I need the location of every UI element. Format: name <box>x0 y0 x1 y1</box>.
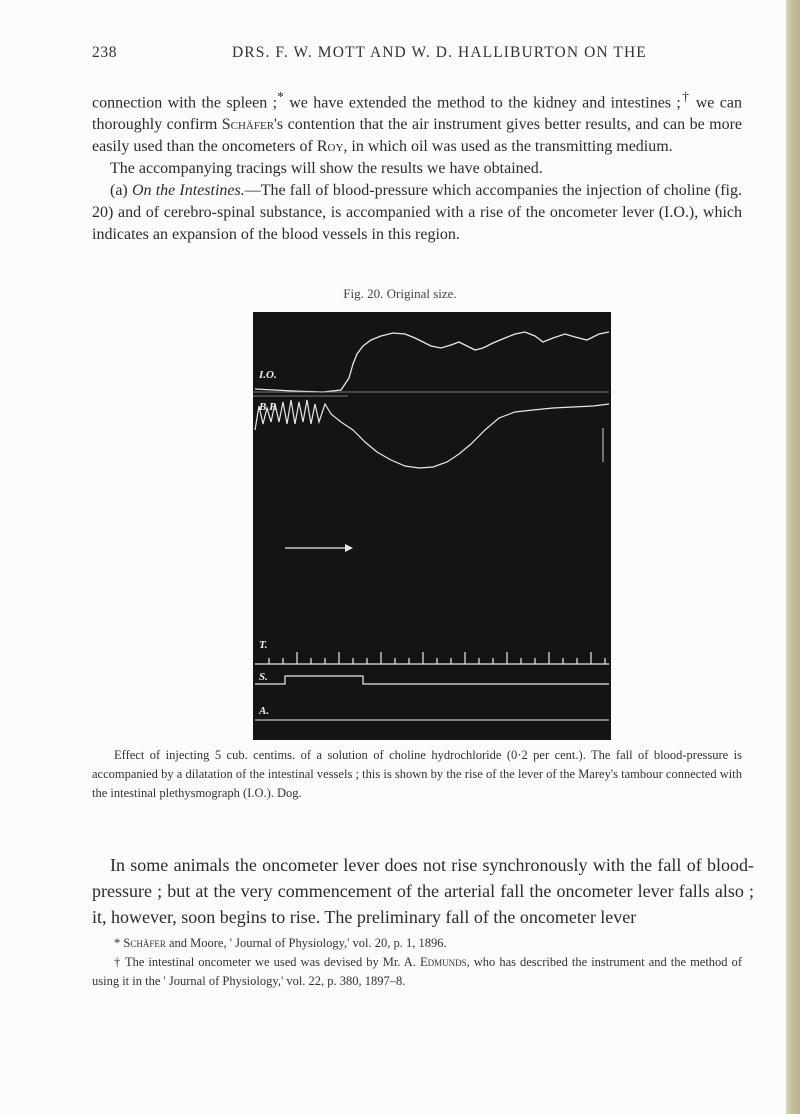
footnote-1-mark: * <box>114 936 121 950</box>
label-bp: B.P. <box>259 401 278 413</box>
main-text <box>92 852 754 930</box>
label-s: S. <box>259 671 268 683</box>
figure-caption: Effect of injecting 5 cub. centims. of a solution of choline hydrochloride (0·2 per cent.). The fall of blood-pressure is accompanied by a dilatation of the intestinal vessels ; this is shown by the rise of the lever of the Marey's tambour connected with the intestinal plethysmograph (I.O.). Dog. <box>92 748 742 800</box>
p1-part-a: connection with the spleen ; <box>92 94 278 112</box>
footnote-2-text-a: The intestinal oncometer we used was devised by Mr. A. <box>121 955 420 969</box>
footnote-2 <box>92 953 742 991</box>
kymograph-figure <box>253 312 611 740</box>
p1-part-d: 's contention that the air instrument gives better results, and can be more easily used than the oncometers of <box>92 116 743 156</box>
page-number: 238 <box>92 44 118 61</box>
figure-label: Fig. 20. Original size. <box>343 286 457 301</box>
footnote-2-author: Edmunds <box>419 955 467 969</box>
main-paragraph: In some animals the oncometer lever does not rise synchronously with the fall of blood-pressure ; but at the very commencement of the arterial fall the oncometer lever falls also ; it, however, soon begins to rise. The preliminary fall of the oncometer lever <box>92 855 754 927</box>
book-edge <box>786 0 800 1114</box>
running-head: DRS. F. W. MOTT AND W. D. HALLIBURTON ON THE <box>232 44 647 61</box>
p1-part-b: we have extended the method to the kidney and intestines ; <box>283 94 681 112</box>
author-name-roy: Roy <box>316 138 344 156</box>
p1-part-e: , in which oil was used as the transmitting medium. <box>343 138 673 156</box>
label-io: I.O. <box>259 369 277 381</box>
paragraph-2: The accompanying tracings will show the results we have obtained. <box>110 160 543 178</box>
footnote-2-mark: † <box>114 955 122 969</box>
label-t: T. <box>259 639 268 651</box>
section-heading: On the Intestines. <box>131 182 245 200</box>
footnote-mark-dagger: † <box>680 89 691 104</box>
footnote-2-text-b: , who has described the instrument and the method of using it in the ' Journal of Physiology,' vol. 22, p. 380, 1897–8. <box>92 955 742 988</box>
author-name-schafer: Schäfer <box>221 116 275 134</box>
paragraph-3 <box>92 180 742 246</box>
footnote-1 <box>92 934 742 953</box>
intro-text <box>92 86 742 246</box>
p1-part-c: we can thoroughly confirm <box>92 94 743 134</box>
section-label: (a) <box>110 182 128 200</box>
label-a: A. <box>259 705 270 717</box>
footnote-mark-star: * <box>277 89 284 104</box>
kymograph-tracing <box>253 312 611 740</box>
footnote-1-text: and Moore, ' Journal of Physiology,' vol. 20, p. 1, 1896. <box>165 936 447 950</box>
footnotes <box>92 934 742 991</box>
paragraph-1 <box>92 86 742 158</box>
footnote-1-author: Schäfer <box>123 936 166 950</box>
p3-rest: —The fall of blood-pressure which accompanies the injection of choline (fig. 20) and of cerebro-spinal substance, is accompanied with a rise of the oncometer lever (I.O.), which indicates an expansion of the blood vessels in this region. <box>92 182 743 244</box>
